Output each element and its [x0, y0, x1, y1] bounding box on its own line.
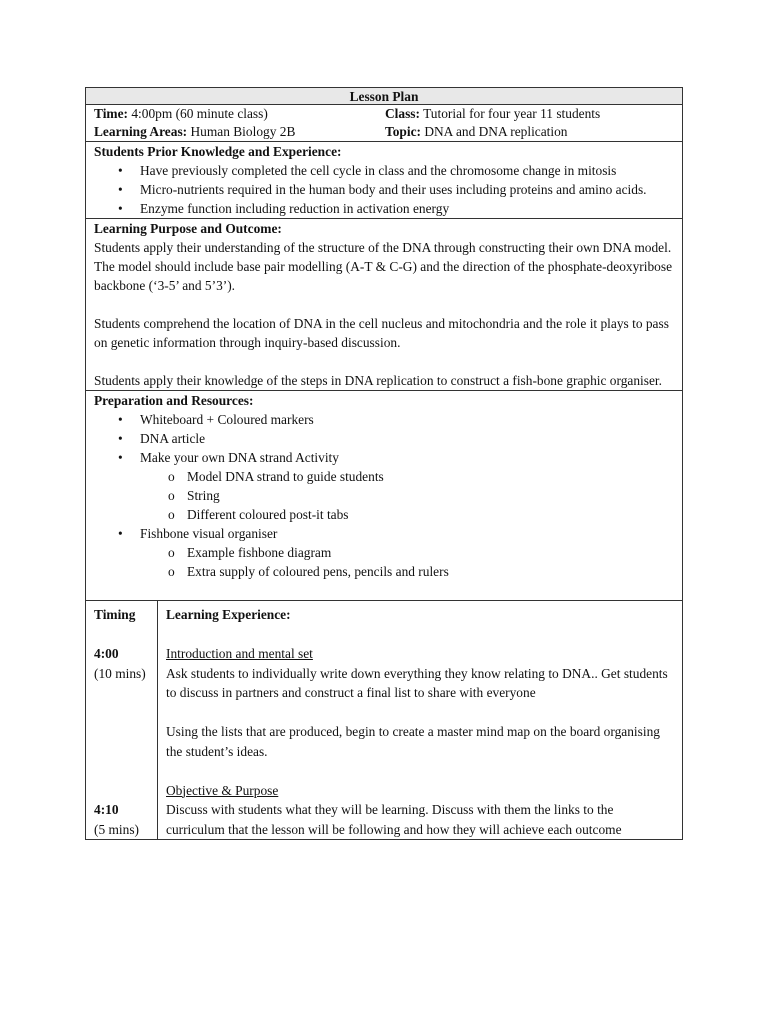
- experience-column: [158, 601, 682, 839]
- timeline-section: [85, 601, 683, 840]
- list-item: • DNA article: [94, 429, 674, 448]
- list-item: • Make your own DNA strand Activity: [94, 448, 674, 467]
- sub-list-item: o String: [94, 486, 674, 505]
- list-item: • Fishbone visual organiser: [94, 524, 674, 543]
- sub-list-item: o Different coloured post-it tabs: [94, 505, 674, 524]
- block-text: Discuss with students what they will be learning. Discuss with them the links to the curriculum that the lesson will be following and how they will achieve each outcome: [166, 802, 622, 837]
- timing-header: Timing: [94, 607, 136, 622]
- block-duration: (10 mins): [94, 665, 146, 681]
- header-info: [85, 105, 683, 142]
- learning-purpose-section: [85, 219, 683, 391]
- block-time: 4:10: [94, 802, 119, 817]
- lesson-plan-title: Lesson Plan: [85, 87, 683, 105]
- prior-knowledge-section: [85, 142, 683, 219]
- list-item: • Enzyme function including reduction in activation energy: [94, 199, 674, 218]
- block-time: 4:00: [94, 646, 119, 661]
- resources-heading: Preparation and Resources:: [94, 393, 254, 408]
- list-item: • Have previously completed the cell cycle in class and the chromosome change in mitosis: [94, 161, 674, 180]
- block-text: Using the lists that are produced, begin to create a master mind map on the board organising the student’s ideas.: [166, 724, 660, 759]
- paragraph: Students apply their knowledge of the steps in DNA replication to construct a fish-bone graphic organiser.: [94, 373, 662, 388]
- sub-list-item: o Example fishbone diagram: [94, 543, 674, 562]
- class-field: Class: Tutorial for four year 11 students: [385, 106, 601, 121]
- resources-section: [85, 391, 683, 601]
- block-title: Objective & Purpose: [166, 782, 279, 798]
- list-item: • Micro-nutrients required in the human body and their uses including proteins and amino acids.: [94, 180, 674, 199]
- learning-areas-field: Learning Areas: Human Biology 2B: [94, 124, 296, 139]
- paragraph: Students comprehend the location of DNA in the cell nucleus and mitochondria and the role it plays to pass on genetic information through inquiry-based discussion.: [94, 316, 669, 350]
- sub-list-item: o Model DNA strand to guide students: [94, 467, 674, 486]
- block-text: Ask students to individually write down everything they know relating to DNA.. Get students to discuss in partners and construct a final list to share with everyone: [166, 665, 668, 700]
- prior-knowledge-heading: Students Prior Knowledge and Experience:: [94, 144, 342, 159]
- learning-purpose-heading: Learning Purpose and Outcome:: [94, 221, 282, 236]
- lesson-plan-table: [85, 87, 683, 840]
- block-title: Introduction and mental set: [166, 646, 313, 661]
- sub-list-item: o Extra supply of coloured pens, pencils and rulers: [94, 562, 674, 581]
- experience-header: Learning Experience:: [166, 607, 291, 622]
- paragraph: Students apply their understanding of the structure of the DNA through constructing their own DNA model. The model should include base pair modelling (A-T & C-G) and the direction of the phosphate-deoxyribose backbone (‘3-5’ and 5’3’).: [94, 240, 673, 293]
- time-field: Time: 4:00pm (60 minute class): [94, 106, 268, 121]
- timing-column: [86, 601, 158, 839]
- topic-field: Topic: DNA and DNA replication: [385, 124, 568, 139]
- block-duration: (5 mins): [94, 821, 140, 837]
- list-item: • Whiteboard + Coloured markers: [94, 410, 674, 429]
